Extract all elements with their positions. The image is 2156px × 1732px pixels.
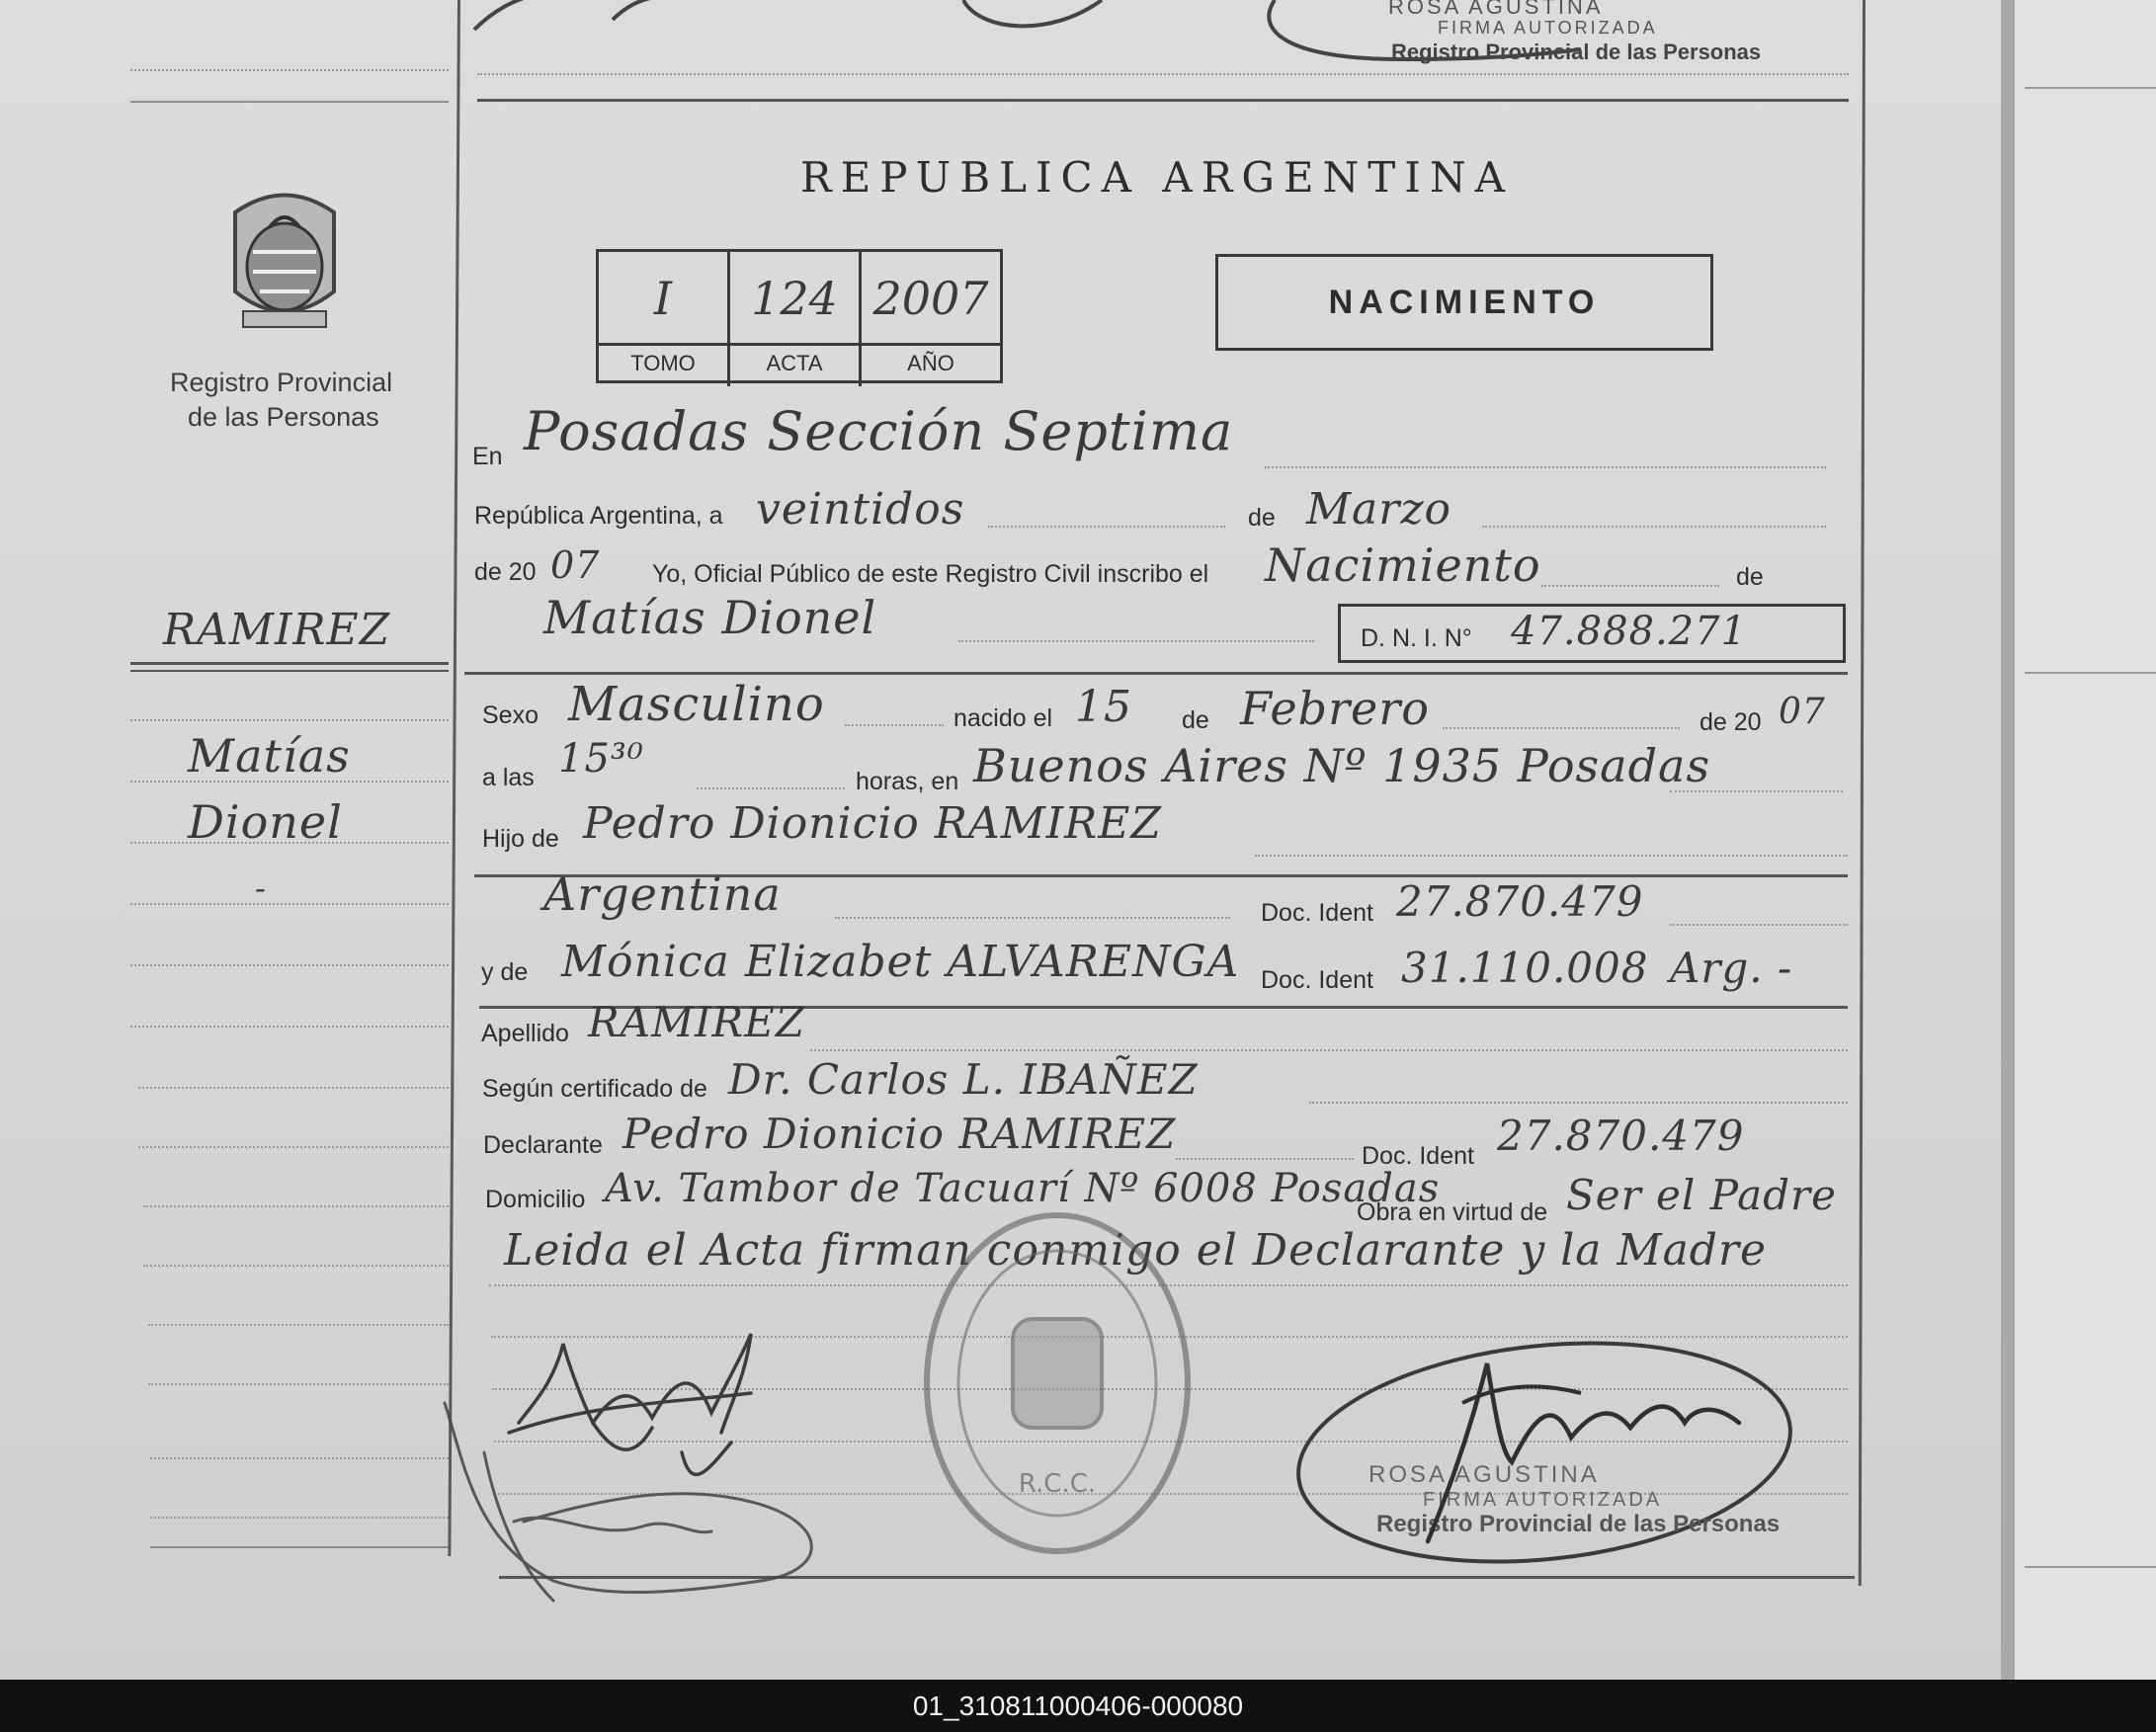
top-stamp-line2: FIRMA AUTORIZADA [1438, 18, 1658, 38]
declarant-signature [509, 1334, 751, 1474]
top-stamp-line3: Registro Provincial de las Personas [1391, 40, 1762, 64]
margin-surname: RAMIREZ [163, 605, 391, 655]
republica-label: República Argentina, a [474, 502, 723, 530]
margin-rule [130, 670, 449, 672]
margin-rule [150, 1546, 449, 1548]
en-value: Posadas Sección Septima [524, 400, 1234, 462]
inscribo-value: Nacimiento [1265, 538, 1541, 592]
fill-rule [845, 724, 944, 726]
fill-rule [1482, 526, 1826, 528]
margin-rule [150, 1457, 449, 1459]
en-label: En [472, 443, 503, 470]
fill-rule [491, 1336, 1848, 1338]
margin-rule [130, 719, 449, 721]
de-label: de [1248, 504, 1276, 532]
adjacent-page-edge [2001, 0, 2156, 1680]
seal-center-text: R.C.C. [1018, 1469, 1097, 1499]
sexo-label: Sexo [482, 701, 539, 729]
fill-rule [1541, 585, 1719, 587]
de20-label-2: de 20 [1700, 708, 1762, 736]
adjacent-rule [2025, 87, 2156, 89]
margin-rule [130, 842, 449, 844]
registry-name-line2: de las Personas [188, 402, 379, 432]
fill-rule [697, 787, 845, 789]
file-id-caption: 01_310811000406-000080 [0, 1680, 2156, 1732]
margin-name-2: Dionel [188, 795, 343, 849]
acta-cell [730, 252, 862, 386]
declarante-doc: 27.870.479 [1497, 1112, 1745, 1160]
adjacent-rule [2025, 672, 2156, 674]
doc-ident-label-2: Doc. Ident [1261, 966, 1373, 994]
domicilio-label: Domicilio [485, 1186, 586, 1213]
margin-rule [130, 1026, 449, 1028]
mes-value: Marzo [1306, 484, 1451, 535]
anio-label: AÑO [907, 351, 954, 375]
margin-rule [143, 1205, 449, 1207]
obra-value: Ser el Padre [1566, 1171, 1837, 1219]
doc-ident-label-3: Doc. Ident [1362, 1142, 1474, 1170]
dni-box [1338, 604, 1846, 663]
margin-rule [150, 1517, 449, 1519]
tomo-value: I [653, 272, 673, 325]
fill-rule [958, 640, 1314, 642]
nacido-dia: 15 [1075, 682, 1132, 732]
dni-value: 47.888.271 [1511, 609, 1748, 654]
margin-rule [143, 1265, 449, 1267]
segun-label: Según certificado de [482, 1075, 707, 1103]
hijo-label: Hijo de [482, 825, 559, 853]
fill-rule [492, 1388, 1848, 1390]
top-stamp-line1: ROSA AGUSTINA [1388, 0, 1604, 19]
domicilio-value: Av. Tambor de Tacuarí Nº 6008 Posadas [605, 1166, 1441, 1211]
padre-value: Pedro Dionicio RAMIREZ [583, 798, 1162, 849]
madre-value: Mónica Elizabet ALVARENGA [561, 937, 1240, 987]
de-label-2: de [1736, 563, 1764, 591]
declarante-value: Pedro Dionicio RAMIREZ [622, 1110, 1177, 1158]
margin-rule [138, 1087, 449, 1089]
sexo-value: Masculino [568, 677, 825, 732]
anio-value: 2007 [872, 272, 989, 325]
fill-rule [1670, 790, 1843, 792]
nota-value: Leida el Acta firman conmigo el Declarante y la Madre [504, 1225, 1768, 1276]
left-margin-column [0, 0, 456, 1680]
bottom-stamp-line3: Registro Provincial de las Personas [1376, 1511, 1781, 1537]
fill-rule [1309, 1102, 1848, 1104]
provincial-coat-of-arms-icon [215, 183, 354, 341]
record-type-box: NACIMIENTO [1215, 254, 1713, 351]
margin-name-1: Matías [188, 729, 351, 783]
dni-label: D. N. I. N° [1361, 624, 1472, 652]
authorized-signature-stamp [1287, 1320, 1801, 1584]
margin-rule [138, 1146, 449, 1148]
form-rule [477, 73, 1849, 75]
registry-name-line1: Registro Provincial [170, 368, 393, 397]
record-number-grid [596, 249, 1003, 383]
fill-rule [494, 1493, 1848, 1495]
fill-rule [810, 1049, 1848, 1051]
yo-oficial-label: Yo, Oficial Público de este Registro Civil inscribo el [652, 560, 1209, 588]
tomo-cell [599, 252, 730, 386]
obra-label: Obra en virtud de [1357, 1198, 1548, 1226]
country-title: REPUBLICA ARGENTINA [800, 153, 1514, 202]
nacido-anio: 07 [1779, 692, 1826, 732]
fill-rule [1176, 1158, 1354, 1160]
doc-ident-label: Doc. Ident [1261, 899, 1373, 927]
hora-value: 15³⁰ [558, 736, 644, 782]
anio-cell [862, 252, 1000, 386]
madre-doc: 31.110.008 [1401, 944, 1649, 992]
margin-rule [130, 781, 449, 783]
madre-nacionalidad: Arg. - [1670, 944, 1793, 992]
padre-nacionalidad: Argentina [543, 867, 782, 921]
fill-rule [489, 1284, 1848, 1286]
grid-separator [599, 343, 1000, 346]
nombre-value: Matías Dionel [543, 591, 877, 644]
anio-nac-value: 07 [550, 543, 601, 587]
adjacent-rule [2025, 1566, 2156, 1568]
fill-rule [1443, 727, 1680, 729]
alas-label: a las [482, 764, 535, 791]
margin-rule [130, 662, 449, 665]
mother-signature [445, 1403, 811, 1601]
de20-label: de 20 [474, 558, 537, 586]
margin-rule [148, 1383, 449, 1385]
form-right-border [1859, 0, 1866, 1586]
horas-en-label: horas, en [856, 768, 959, 795]
margin-dash: - [255, 869, 267, 907]
tomo-label: TOMO [630, 351, 696, 375]
nacido-label: nacido el [954, 704, 1053, 732]
fill-rule [1255, 855, 1848, 857]
margin-rule [130, 69, 449, 71]
acta-value: 124 [751, 272, 838, 325]
declarante-label: Declarante [483, 1131, 603, 1159]
fill-rule [988, 526, 1225, 528]
margin-rule [148, 1324, 449, 1326]
padre-doc: 27.870.479 [1396, 877, 1644, 926]
fill-rule [835, 917, 1230, 919]
apellido-value: RAMIREZ [588, 998, 806, 1046]
section-rule [464, 672, 1848, 675]
yde-label: y de [481, 958, 529, 986]
apellido-label: Apellido [481, 1020, 569, 1047]
margin-rule [130, 903, 449, 905]
fill-rule [494, 1441, 1848, 1443]
dia-value: veintidos [756, 484, 965, 535]
form-bottom-rule [499, 1576, 1855, 1579]
margin-rule [130, 964, 449, 966]
segun-value: Dr. Carlos L. IBAÑEZ [728, 1055, 1199, 1104]
lugar-value: Buenos Aires Nº 1935 Posadas [973, 739, 1711, 792]
bottom-stamp-line2: FIRMA AUTORIZADA [1423, 1489, 1663, 1511]
form-top-rule [477, 99, 1849, 102]
bottom-stamp-line1: ROSA AGUSTINA [1368, 1461, 1600, 1488]
nacido-mes: Febrero [1240, 682, 1430, 735]
acta-label: ACTA [766, 351, 823, 375]
margin-rule [130, 101, 449, 103]
fill-rule [1670, 924, 1848, 926]
de-label-3: de [1182, 706, 1209, 734]
fill-rule [1265, 466, 1826, 468]
